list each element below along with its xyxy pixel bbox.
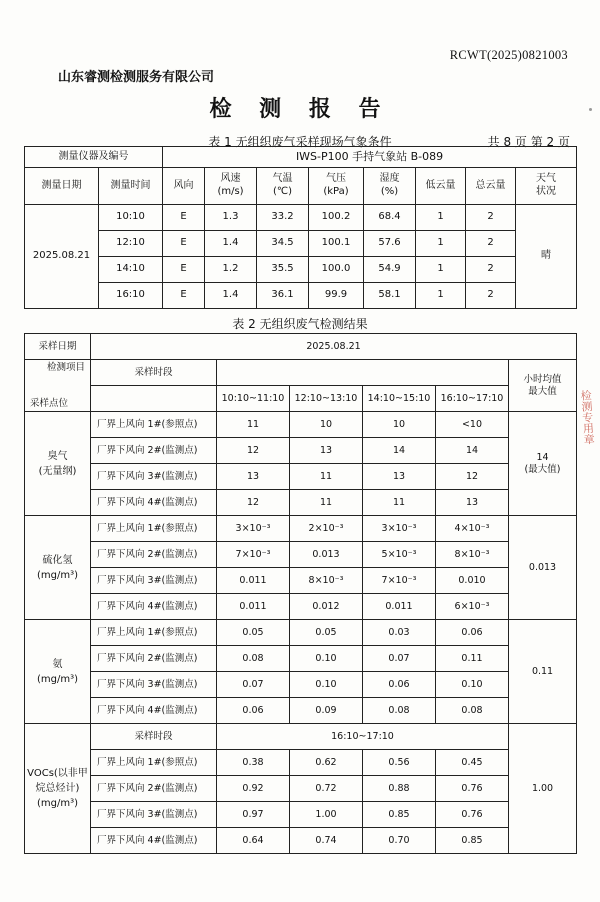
value: 0.07 [363,646,436,672]
value: 11 [217,412,290,438]
value: 0.010 [436,568,509,594]
sample-point: 厂界下风向 3#(监测点) [91,802,217,828]
value: 5×10⁻³ [363,542,436,568]
value: 0.03 [363,620,436,646]
measure-date: 2025.08.21 [25,204,99,308]
wind-direction: E [163,230,205,256]
col-header-weather: 天气 状况 [516,167,577,204]
total-cloud: 2 [466,282,516,308]
value: 3×10⁻³ [363,516,436,542]
value: 0.97 [217,802,290,828]
group-summary-h2s: 0.013 [509,516,577,620]
value: 0.10 [436,672,509,698]
total-cloud: 2 [466,204,516,230]
sample-point: 厂界下风向 4#(监测点) [91,594,217,620]
value: 0.06 [363,672,436,698]
low-cloud: 1 [416,256,466,282]
value: 0.62 [290,750,363,776]
value: 0.012 [290,594,363,620]
sample-point: 厂界下风向 4#(监测点) [91,828,217,854]
sample-point: 厂界下风向 3#(监测点) [91,464,217,490]
col-header-wind-speed: 风速 (m/s) [205,167,257,204]
value: 6×10⁻³ [436,594,509,620]
sample-point: 厂界下风向 2#(监测点) [91,438,217,464]
vocs-period-label: 采样时段 [91,724,217,750]
pressure: 99.9 [309,282,364,308]
sample-point: 厂界下风向 4#(监测点) [91,698,217,724]
sample-period-label: 采样时段 [91,360,217,386]
value: 0.92 [217,776,290,802]
group-name-ammonia: 氨 (mg/m³) [25,620,91,724]
table-row [25,490,577,516]
sample-point-header [91,386,217,412]
value: 0.06 [217,698,290,724]
wind-speed: 1.3 [205,204,257,230]
value: 0.10 [290,672,363,698]
value: 0.64 [217,828,290,854]
value: 0.85 [363,802,436,828]
value: 12 [436,464,509,490]
value: 11 [290,464,363,490]
table-row [25,750,577,776]
pressure: 100.0 [309,256,364,282]
hour-average-header: 小时均值 最大值 [509,360,577,412]
col-header-date: 测量日期 [25,167,99,204]
sample-point: 厂界上风向 1#(参照点) [91,750,217,776]
value: 0.011 [217,568,290,594]
measure-time: 12:10 [99,230,163,256]
value: 8×10⁻³ [290,568,363,594]
value: 8×10⁻³ [436,542,509,568]
value: 0.45 [436,750,509,776]
value: 13 [436,490,509,516]
value: 0.11 [436,646,509,672]
vocs-period-row [25,724,577,750]
document-code: RCWT(2025)0821003 [449,48,568,62]
table-row [25,412,577,438]
value: 11 [363,490,436,516]
sample-point-label: 采样点位 [30,397,69,409]
results-table [24,333,577,854]
value: 4×10⁻³ [436,516,509,542]
vocs-period-value: 16:10~17:10 [217,724,509,750]
value: 0.85 [436,828,509,854]
value: 7×10⁻³ [217,542,290,568]
value: 0.05 [290,620,363,646]
sample-point: 厂界下风向 3#(监测点) [91,568,217,594]
value: 0.08 [363,698,436,724]
value: 0.07 [217,672,290,698]
measure-time: 16:10 [99,282,163,308]
value: 11 [290,490,363,516]
low-cloud: 1 [416,204,466,230]
low-cloud: 1 [416,230,466,256]
period-1: 10:10~11:10 [217,386,290,412]
sample-point: 厂界下风向 2#(监测点) [91,646,217,672]
table-row [25,646,577,672]
table-row [25,464,577,490]
value: 1.00 [290,802,363,828]
table-row [25,542,577,568]
value: 0.76 [436,776,509,802]
value: 10 [290,412,363,438]
instrument-label: 测量仪器及编号 [25,147,163,168]
wind-speed: 1.4 [205,282,257,308]
wind-speed: 1.4 [205,230,257,256]
group-summary-vocs: 1.00 [509,724,577,854]
pressure: 100.1 [309,230,364,256]
table-row [25,620,577,646]
table-row [25,594,577,620]
value: 14 [436,438,509,464]
sample-point: 厂界上风向 1#(参照点) [91,620,217,646]
table-row [25,776,577,802]
humidity: 54.9 [364,256,416,282]
instrument-value: IWS-P100 手持气象站 B-089 [163,147,577,168]
sample-point: 厂界下风向 2#(监测点) [91,542,217,568]
value: 0.05 [217,620,290,646]
temperature: 34.5 [257,230,309,256]
sample-point: 厂界下风向 4#(监测点) [91,490,217,516]
detect-item-label: 检测项目 [46,362,85,373]
period-3: 14:10~15:10 [363,386,436,412]
table-row [25,516,577,542]
temperature: 36.1 [257,282,309,308]
table2-period-row [25,360,577,386]
value: 12 [217,490,290,516]
value: 0.76 [436,802,509,828]
wind-direction: E [163,256,205,282]
value: 0.88 [363,776,436,802]
sample-point: 厂界上风向 1#(参照点) [91,516,217,542]
weather-table [24,146,577,309]
table-row [25,828,577,854]
group-summary-odor: 14 (最大值) [509,412,577,516]
value: 13 [290,438,363,464]
sample-point: 厂界下风向 3#(监测点) [91,672,217,698]
value: 12 [217,438,290,464]
value: 13 [217,464,290,490]
table1-instrument-row [25,147,577,168]
col-header-wind-dir: 风向 [163,167,205,204]
weather-condition: 晴 [516,204,577,308]
total-cloud: 2 [466,256,516,282]
table-row [25,282,577,308]
value: 0.09 [290,698,363,724]
col-header-low-cloud: 低云量 [416,167,466,204]
humidity: 58.1 [364,282,416,308]
group-name-vocs: VOCs(以非甲 烷总烃计) (mg/m³) [25,724,91,854]
table-row [25,230,577,256]
value: 13 [363,464,436,490]
measure-time: 10:10 [99,204,163,230]
col-header-temp: 气温 (℃) [257,167,309,204]
value: 0.72 [290,776,363,802]
sample-date-value: 2025.08.21 [91,334,577,360]
col-header-total-cloud: 总云量 [466,167,516,204]
value: 0.08 [436,698,509,724]
table-row [25,256,577,282]
humidity: 68.4 [364,204,416,230]
value: 0.74 [290,828,363,854]
value: <10 [436,412,509,438]
table2-sample-date-row [25,334,577,360]
page-title: 检 测 报 告 [209,97,391,122]
table1-caption: 表 1 无组织废气采样现场气象条件 [208,135,392,149]
sample-period-span [217,360,509,386]
page-edge-mark [589,108,592,111]
low-cloud: 1 [416,282,466,308]
table-row [25,698,577,724]
col-header-pressure: 气压 (kPa) [309,167,364,204]
official-stamp: 检测专用章 [578,389,596,446]
col-header-humidity: 湿度 (%) [364,167,416,204]
value: 3×10⁻³ [217,516,290,542]
table2-period-values-row [25,386,577,412]
value: 14 [363,438,436,464]
temperature: 35.5 [257,256,309,282]
wind-direction: E [163,282,205,308]
sample-date-label: 采样日期 [25,334,91,360]
value: 10 [363,412,436,438]
company-name: 山东睿测检测服务有限公司 [58,70,215,85]
table-row [25,802,577,828]
period-2: 12:10~13:10 [290,386,363,412]
table-row [25,438,577,464]
value: 7×10⁻³ [363,568,436,594]
wind-speed: 1.2 [205,256,257,282]
table1-header-row [25,167,577,204]
item-point-header [25,360,91,412]
table2-caption: 表 2 无组织废气检测结果 [232,317,368,331]
value: 0.70 [363,828,436,854]
measure-time: 14:10 [99,256,163,282]
value: 2×10⁻³ [290,516,363,542]
period-4: 16:10~17:10 [436,386,509,412]
value: 0.10 [290,646,363,672]
sample-point: 厂界下风向 2#(监测点) [91,776,217,802]
group-name-h2s: 硫化氢 (mg/m³) [25,516,91,620]
value: 0.011 [363,594,436,620]
total-cloud: 2 [466,230,516,256]
sample-point: 厂界上风向 1#(参照点) [91,412,217,438]
page-count-info: 共 8 页 第 2 页 [487,135,570,149]
group-summary-ammonia: 0.11 [509,620,577,724]
table-row [25,568,577,594]
group-name-odor: 臭气 (无量纲) [25,412,91,516]
temperature: 33.2 [257,204,309,230]
col-header-time: 测量时间 [99,167,163,204]
table-row [25,204,577,230]
humidity: 57.6 [364,230,416,256]
pressure: 100.2 [309,204,364,230]
value: 0.56 [363,750,436,776]
wind-direction: E [163,204,205,230]
value: 0.013 [290,542,363,568]
value: 0.38 [217,750,290,776]
value: 0.08 [217,646,290,672]
value: 0.06 [436,620,509,646]
table-row [25,672,577,698]
value: 0.011 [217,594,290,620]
